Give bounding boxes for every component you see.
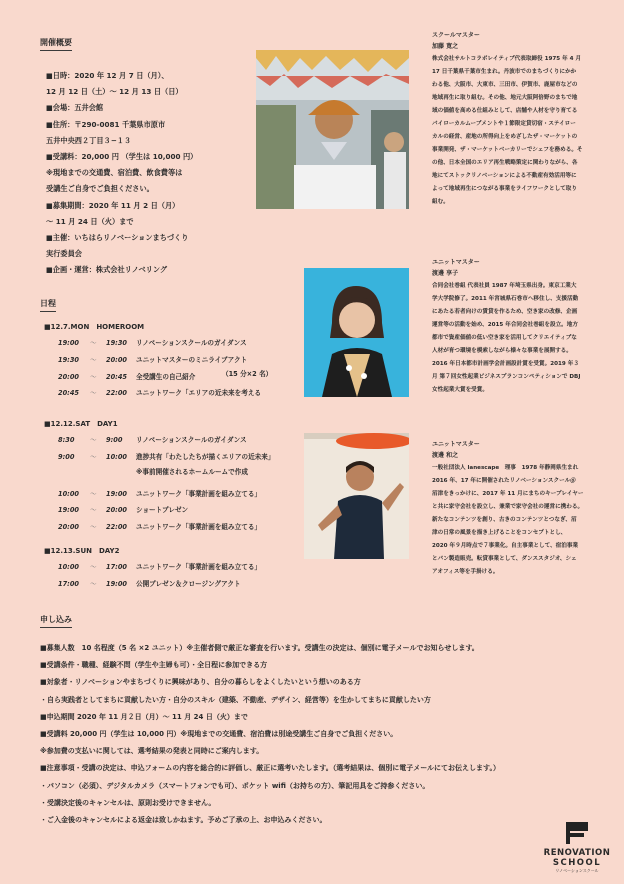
- start-time: 19:30: [58, 355, 79, 364]
- time-separator: ～: [90, 389, 97, 398]
- overview-section: [40, 37, 197, 279]
- bio-line: 女性起業大賞を受賞。: [432, 387, 488, 393]
- bio-watanabe-kazuyuki: [432, 439, 610, 579]
- bio-line: よって地域再生につながる事業をライフワークとして取り: [432, 186, 577, 192]
- bio-name: 渡邊 享子: [432, 270, 459, 277]
- bio-line: 地域再生に取り組む。その他、地元大阪阿倍野のまちで地: [432, 95, 578, 101]
- bio-text: [432, 462, 610, 579]
- bio-line: 域の価値を高める仕組みとして、店舗や人材を守り育てる: [432, 108, 578, 114]
- apply-lines: [40, 640, 500, 829]
- schedule-title-wrap: [40, 298, 56, 312]
- apply-line: ■受講条件・職種、経験不問（学生や主婦も可）・全日程に参加できる方: [40, 661, 268, 670]
- bio-line: 津の日常の風景を描き上げることをコンセプトとし、: [432, 530, 567, 536]
- session-title: ユニットマスターのミニライブアクト: [136, 355, 248, 364]
- bio-role: ユニットマスター: [432, 259, 480, 266]
- bio-line: 17 日千葉県千葉市生まれ。丹波市でのまちづくりにかか: [432, 69, 577, 75]
- time-separator: ～: [90, 579, 97, 588]
- logo-line3: リノベーションスクール: [555, 868, 599, 873]
- bio-line: 事業開発、ザ・マーケットベーカリーでシェフを務める。そ: [432, 147, 583, 153]
- bio-kato: [432, 30, 610, 209]
- bio-line: 月 第７回女性起業ビジネスプランコンペティションで DBJ: [432, 374, 581, 380]
- logo-line1: RENOVATION: [543, 848, 611, 858]
- bio-line: わる他、大阪市、大東市、三田市、伊賀市、鹿屋市などの: [432, 82, 578, 88]
- bio-text: [432, 280, 610, 397]
- bio-line: と共に家守会社を設立し、兼業で家守会社の運営に携わる。: [432, 504, 584, 510]
- bio-line: 合同会社巻組 代表社員 1987 年埼玉県出身。東京工業大: [432, 283, 577, 289]
- start-time: 8:30: [58, 436, 75, 444]
- bio-line: 2016 年、17 年に開催されたリノベーションスクール＠: [432, 478, 576, 484]
- schedule-row: [40, 576, 420, 593]
- bio-watanabe-kyoko: [432, 257, 610, 397]
- end-time: 10:00: [106, 452, 127, 461]
- time-separator: ～: [90, 506, 97, 515]
- bio-line: の他、日本全国のエリア再生戦略策定に関わりながら、各: [432, 160, 578, 166]
- overview-line: 実行委員会: [46, 249, 82, 259]
- session-title: 進捗共有「わたしたちが描くエリアの近未来」: [136, 452, 275, 461]
- bio-line: 一般社団法人 lanescape 理事 1978 年静岡県生まれ: [432, 465, 579, 471]
- bio-line: 組む。: [432, 199, 449, 205]
- bio-line: アオフィス等を手掛ける。: [432, 569, 499, 575]
- apply-line: ■対象者・リノベーションやまちづくりに興味があり、自分の暮らしをよくしたいという想いのある方: [40, 678, 361, 687]
- apply-title: 申し込み: [40, 614, 72, 628]
- time-separator: ～: [90, 339, 97, 347]
- overview-line: ■日時：2020 年 12 月 7 日（月）、: [46, 71, 169, 80]
- day1-note: （15 分×2 名）: [222, 370, 273, 378]
- bio-line: 人材が育つ環境を模索しながら様々な事業を展開する。: [432, 348, 572, 354]
- time-separator: ～: [90, 523, 97, 532]
- end-time: 20:00: [106, 506, 127, 515]
- overview-line: 五井中央西２丁目３−１３: [46, 135, 132, 145]
- session-title: ユニットワーク「事業計画を組み立てる」: [136, 563, 262, 571]
- time-separator: ～: [90, 372, 97, 381]
- end-time: 22:00: [106, 523, 127, 532]
- day3-rows: [40, 559, 420, 593]
- end-time: 19:00: [106, 489, 127, 498]
- bio-line: 2020 年９月時点で７事業化。自主事業として、宿泊事業: [432, 543, 579, 549]
- start-time: 10:00: [58, 489, 79, 498]
- session-title: ユニットワーク「事業計画を組み立てる」: [136, 489, 262, 498]
- overview-line: ■会場：五井会館: [46, 103, 104, 113]
- photo-watanabe-kyoko: [304, 268, 409, 397]
- start-time: 20:00: [58, 372, 79, 381]
- schedule-title: 日程: [40, 298, 56, 312]
- photo-watanabe-kazuyuki: [304, 433, 409, 559]
- overview-line: ※現地までの交通費、宿泊費、飲食費等は: [46, 168, 183, 178]
- overview-line: 12 月 12 日（土）～ 12 月 13 日（日）: [46, 87, 183, 97]
- overview-line: ■住所：〒290-0081 千葉県市原市: [46, 119, 166, 129]
- bio-line: 学大学院修了。2011 年宮城県石巻市へ移住し、支援活動: [432, 296, 579, 302]
- bio-name: 加藤 寛之: [432, 43, 459, 50]
- day2-sub-note: ※事前開催されるホームルームで作成: [136, 467, 248, 476]
- photo-kato: [256, 50, 409, 209]
- time-separator: ～: [90, 452, 97, 461]
- session-title: リノベーションスクールのガイダンス: [136, 436, 247, 444]
- session-title: 公開プレゼン＆クロージングアクト: [136, 579, 241, 588]
- end-time: 20:45: [106, 372, 127, 381]
- bio-line: カルの経営、産地の所得向上をめざしたザ・マーケットの: [432, 134, 578, 140]
- end-time: 17:00: [106, 563, 127, 571]
- overview-line: ■主催：いちはらリノベーションまちづくり: [46, 233, 189, 243]
- overview-line: ■募集期間：2020 年 11 月 2 日（月）: [46, 200, 180, 210]
- apply-line: ・自ら実践者としてまちに貢献したい方・自分のスキル（建築、不動産、デザイン、経営等）を生かしてまちに貢献したい方: [40, 695, 431, 704]
- bio-role: ユニットマスター: [432, 441, 480, 448]
- end-time: 9:00: [106, 436, 123, 444]
- flag-icon: [562, 822, 592, 844]
- apply-line: ・受講決定後のキャンセルは、原則お受けできません。: [40, 798, 216, 807]
- bio-line: 2016 年日本都市計画学会計画設計賞を受賞。2019 年３: [432, 361, 579, 367]
- bio-line: 運営等の活動を始め、2015 年合同会社巻組を設立。地方: [432, 322, 578, 328]
- apply-line: ■募集人数 10 名程度（5 名 ×2 ユニット）※主催者側で厳正な審査を行います。受講生の決定は、個別に電子メールでお知らせします。: [40, 644, 479, 652]
- overview-line: ～ 11 月 24 日（火）まで: [46, 216, 134, 226]
- session-title: ユニットワーク「事業計画を組み立てる」: [136, 523, 262, 532]
- overview-line: 受講生ご自身でご負担ください。: [46, 184, 154, 194]
- apply-line: ■申込期間 2020 年 11 月２日（月）～ 11 月 24 日（火）まで: [40, 712, 248, 721]
- bio-line: 株式会社サルトコラボレイティブ代表取締役 1975 年 4 月: [432, 56, 582, 62]
- start-time: 20:45: [58, 389, 79, 398]
- bio-line: 地にてストックリノベーションによる不動産有効活用等に: [432, 173, 577, 179]
- apply-title-wrap: [40, 614, 72, 628]
- logo-line2: SCHOOL: [552, 858, 602, 868]
- end-time: 19:00: [106, 579, 127, 588]
- bio-line: にあたる若者向けの賃貸を作るため、空き家の改修、企画: [432, 309, 578, 315]
- bio-role: スクールマスター: [432, 32, 480, 39]
- session-title: ショートプレゼン: [136, 506, 189, 515]
- bio-line: パイローカルムーブメントや１節限定貸切宿・ステイロー: [432, 121, 576, 127]
- start-time: 20:00: [58, 523, 79, 532]
- apply-line: ■受講料 20,000 円（学生は 10,000 円）※現地までの交通費、宿泊費は別途受講生ご自身でご負担ください。: [40, 730, 398, 739]
- bio-line: 新たなコンテンツを創り、古きのコンテンツとつなぎ、沼: [432, 517, 577, 523]
- session-title: リノベーションスクールのガイダンス: [136, 339, 247, 347]
- overview-line: ■受講料：20,000 円 （学生は 10,000 円）: [46, 152, 198, 162]
- apply-line: ・ご入金後のキャンセルによる返金は致しかねます。予めご了承の上、お申込みください。: [40, 816, 327, 825]
- bio-line: 都市で資産価値の低い空き家を活用してクリエイティブな: [432, 335, 577, 341]
- start-time: 19:00: [58, 339, 79, 347]
- start-time: 9:00: [58, 452, 75, 461]
- bio-text: [432, 53, 610, 209]
- time-separator: ～: [90, 436, 97, 444]
- day2-label: ■12.12.SAT DAY1: [44, 420, 118, 428]
- overview-lines: [40, 68, 197, 279]
- day3-label: ■12.13.SUN DAY2: [44, 547, 120, 555]
- start-time: 10:00: [58, 563, 79, 571]
- end-time: 22:00: [106, 389, 127, 398]
- schedule-row: [40, 559, 420, 576]
- bio-line: とパン製造販売。転貸事業として、ダンススタジオ、シェ: [432, 556, 577, 562]
- bio-line: 沼津をきっかけに、2017 年 11 月にまちのキープレイヤー: [432, 491, 584, 497]
- apply-line: ※参加費の支払いに関しては、選考結果の発表と同時にご案内します。: [40, 747, 264, 756]
- overview-title: 開催概要: [40, 37, 72, 51]
- end-time: 19:30: [106, 339, 127, 347]
- overview-line: ■企画・運営：株式会社リノベリング: [46, 265, 168, 275]
- time-separator: ～: [90, 563, 97, 571]
- start-time: 19:00: [58, 506, 79, 515]
- bio-name: 渡邊 和之: [432, 452, 459, 459]
- time-separator: ～: [90, 355, 97, 364]
- session-title: ユニットワーク「エリアの近未来を考える: [136, 389, 262, 398]
- time-separator: ～: [90, 489, 97, 498]
- start-time: 17:00: [58, 579, 79, 588]
- end-time: 20:00: [106, 355, 127, 364]
- renovation-school-logo: [542, 822, 612, 874]
- apply-line: ・パソコン（必須）、デジタルカメラ（スマートフォンでも可）、ポケット wifi（お持ちの方）、筆記用具をご持参ください。: [40, 781, 430, 790]
- session-title: 全受講生の自己紹介: [136, 372, 196, 381]
- apply-line: ■注意事項・受講の決定は、申込フォームの内容を総合的に評価し、厳正に選考いたします。（選考結果は、個別に電子メールにてお伝えします。）: [40, 764, 501, 773]
- day1-label: ■12.7.MON HOMEROOM: [44, 323, 145, 331]
